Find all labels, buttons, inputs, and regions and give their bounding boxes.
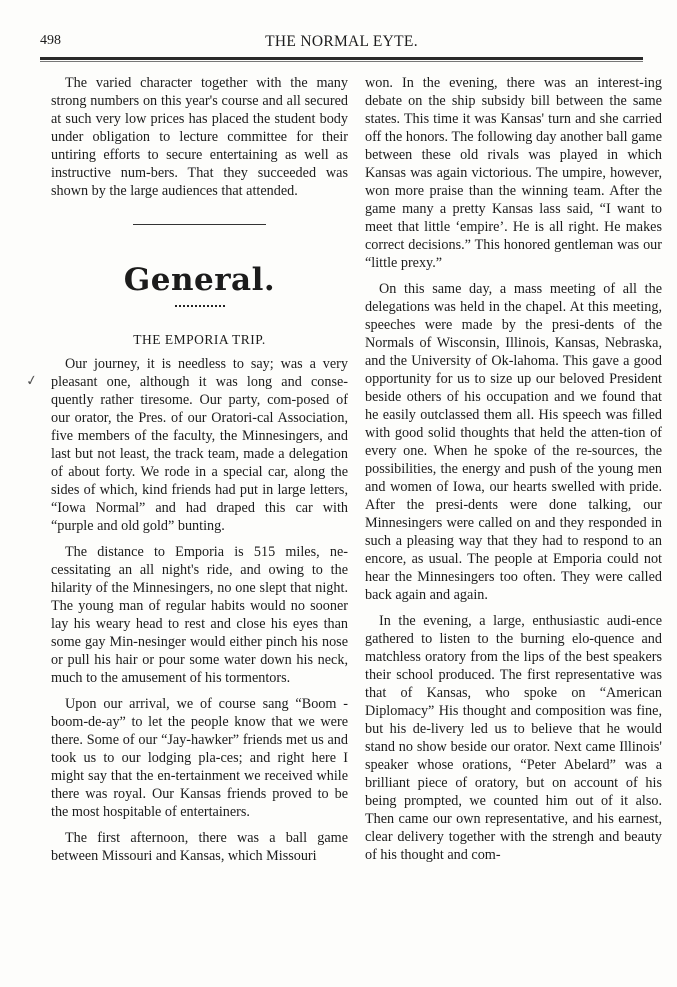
paragraph: Our journey, it is needless to say; was a very pleasant one, although it was long and conse-quently rather tiresome. Our party, com-posed of our orator, the Pres. of our Oratori-cal Association, five members of the faculty, the Minnesingers, and last but not least, the track team, made a delegation of about forty. We rode in a special car, along the sides of which, kind friends had put in large letters, “Iowa Normal” and had draped this car with “purple and old gold” bunting. xyxy=(51,356,348,534)
page-number: 498 xyxy=(40,33,61,48)
page-header xyxy=(40,30,643,56)
paragraph: On this same day, a mass meeting of all the delegations was held in the chapel. At this meeting, speeches were made by the presi-dents of the Normals of Wisconsin, Illinois, Kansas, Nebraska, and the University of Ok-lahoma. This gave a good opportunity for us to size up our beloved President beside others of his occupation and we found that he easily outclassed them all. His speech was filled with good solid thoughts that held the atten-tion of every one. When he spoke of the re-sources, the possibilities, the energy and push of the young men and women of Iowa, our hearts swelled with pride. After the presi-dents were done talking, our Minnesingers were called on and they responded in such a pleasing way that they had to respond to an encore, as usual. The people at Emporia could not hear the Minnesingers too often. They were called back again and again. xyxy=(365,281,662,603)
running-title: THE NORMAL EYTE. xyxy=(265,33,418,50)
header-rule-thin xyxy=(40,61,643,62)
paragraph: won. In the evening, there was an interest-ing debate on the ship subsidy bill between the same states. This time it was Kansas' turn and she carried off the honors. The following day another ball game between these old rivals was played in which Kansas was again victorious. The umpire, however, won more praise than the winning team. After the game many a pretty Kansas lass said, “I want to meet that little ‘empire’. He is all right. He makes correct decisions.” This honored gentleman was our “little prexy.” xyxy=(365,75,662,271)
dotted-ornament xyxy=(175,305,225,307)
left-column xyxy=(51,74,348,873)
paragraph: Upon our arrival, we of course sang “Boom -boom-de-ay” to let the people know that we were there. Some of our “Jay-hawker” friends met us and took us to our lodging pla-ces; and right here I might say that the en-tertainment we received while there was royal. Our Kansas friends proved to be the most hospitable of entertainers. xyxy=(51,696,348,820)
paragraph: The distance to Emporia is 515 miles, ne-cessitating an all night's ride, and owing to the hilarity of the Minnesingers, no one slept that night. The young man of regular habits would no sooner lay his weary head to rest and close his eyes than some gay Min-nesinger would either pinch his nose or pull his hair or pour some water down his neck, much to the amusement of his tormentors. xyxy=(51,544,348,686)
intro-paragraph: The varied character together with the many strong numbers on this year's course and all secured at such very low prices has placed the student body under obligation to lecture committee for their untiring efforts to secure entertaining as well as instructive num-bers. That they succeeded was shown by the large audiences that attended. xyxy=(51,75,348,199)
section-title: General. xyxy=(123,262,276,298)
article-title: THE EMPORIA TRIP. xyxy=(133,332,266,347)
header-rule xyxy=(40,57,643,60)
paragraph: The first afternoon, there was a ball game between Missouri and Kansas, which Missouri xyxy=(51,830,348,864)
checkmark-margin-icon: ✓ xyxy=(24,372,40,390)
right-column xyxy=(365,74,662,872)
section-divider xyxy=(133,224,266,225)
paragraph: In the evening, a large, enthusiastic audi-ence gathered to listen to the burning elo-quence and matchless oratory from the lips of the best speakers their school produced. The first representative was that of Kansas, who spoke on “American Diplomacy” His thought and composition was fine, but his de-livery led us to believe that he would stand no show beside our orator. Next came Illinois' speaker whose orations, “Peter Abelard” was a brilliant piece of oratory, but on account of his being prompted, we counted him out of it also. Then came our own representative, and his earnest, clear delivery together with the strengh and beauty of his thought and com- xyxy=(365,613,662,863)
